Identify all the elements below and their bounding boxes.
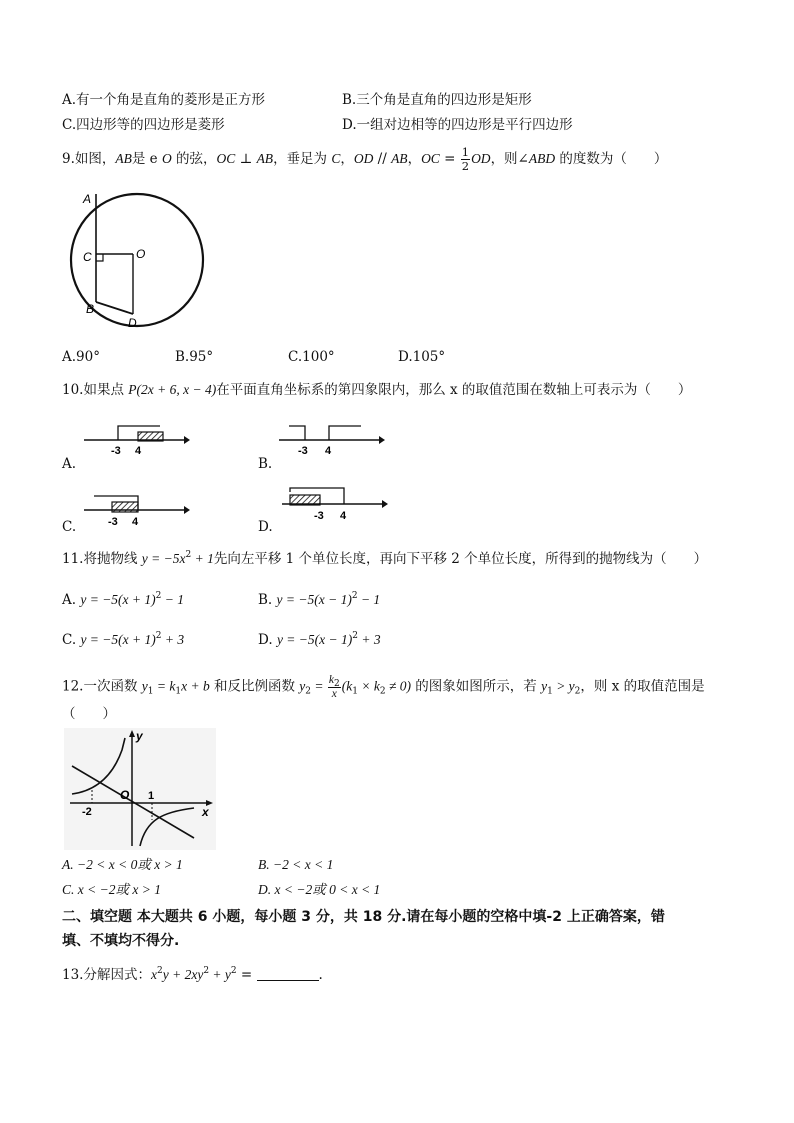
q12-stem: 12.一次函数 $y_1 = k_1x + b$ 和反比例函数 $y_2$ = $\frac{k_2}{x}$ $(k_1 \times k_2 \ne 0)$ 的图象如图所示，若 $y_1 > y_2$，则 x 的取值范围是 [62, 674, 705, 700]
q12-option-d: D. x < −2或 0 < x < 1 [258, 882, 381, 897]
label-b: B [86, 302, 95, 316]
q8-option-a: A.有一个角是直角的菱形是正方形 [62, 92, 266, 108]
label-a: A [83, 192, 92, 206]
section-two-heading-line1: 二、填空题 本大题共 6 小题，每小题 3 分，共 18 分.请在每小题的空格中填-2 上正确答案，错 [62, 909, 665, 925]
q10-option-c-label: C. [62, 519, 77, 535]
svg-text:-3: -3 [108, 516, 118, 528]
svg-text:4: 4 [132, 516, 139, 528]
svg-text:-2: -2 [82, 806, 92, 818]
label-c: C [83, 250, 92, 264]
q10-numberline-c [80, 488, 190, 528]
q8-option-b: B.三个角是直角的四边形是矩形 [342, 92, 532, 108]
svg-text:-3: -3 [298, 445, 308, 457]
k2-over-x-fraction: $\frac{k_2}{x}$ [328, 674, 340, 700]
svg-text:-3: -3 [111, 445, 121, 457]
q12-option-c: C. x < −2或 x > 1 [62, 882, 161, 897]
svg-text:O: O [120, 788, 130, 802]
q11-option-a: A. $y = -5(x + 1)^2 - 1$ [62, 591, 185, 608]
svg-text:x: x [202, 805, 209, 819]
svg-text:-3: -3 [314, 510, 324, 522]
q8-option-c: C.四边形等的四边形是菱形 [62, 117, 225, 133]
q9-circle-figure [62, 184, 212, 332]
q11-option-c: C. $y = -5(x + 1)^2 + 3$ [62, 631, 185, 648]
label-d: D [128, 316, 137, 330]
q9-option-b: B.95° [175, 349, 214, 365]
q10-option-b-label: B. [258, 456, 273, 472]
q13-stem: 13.分解因式：$x^2y + 2xy^2 + y^2$ = . [62, 966, 323, 983]
q12-answer-paren: （ ） [62, 706, 116, 722]
svg-text:y: y [136, 729, 143, 743]
q12-option-a: A. −2 < x < 0或 x > 1 [62, 857, 183, 872]
svg-text:1: 1 [148, 790, 155, 802]
q8-option-d: D.一组对边相等的四边形是平行四边形 [342, 117, 573, 133]
q12-option-b: B. −2 < x < 1 [258, 857, 334, 872]
q10-numberline-a [80, 420, 190, 460]
q9-option-a: A.90° [62, 349, 100, 365]
q11-option-b: B. $y = -5(x - 1)^2 - 1$ [258, 591, 381, 608]
q10-option-a-label: A. [62, 456, 77, 472]
svg-text:4: 4 [340, 510, 347, 522]
q13-answer-blank[interactable] [257, 968, 319, 981]
q12-graph-figure [64, 728, 216, 850]
label-o: O [136, 247, 146, 261]
one-half-fraction: $\frac{1}{2}$ [461, 145, 470, 173]
q9-option-c: C.100° [288, 349, 335, 365]
q9-stem: 9.如图，AB是 e O 的弦，OC ⊥ AB，垂足为 C，OD // AB，OC = $\frac{1}{2}$ OD，则∠ABD 的度数为（ ） [62, 145, 668, 173]
svg-text:4: 4 [135, 445, 142, 457]
q11-stem: 11.将抛物线 $y = -5x^2 + 1$先向左平移 1 个单位长度，再向下平移 2 个单位长度，所得到的抛物线为（ ） [62, 550, 708, 567]
q10-numberline-b [275, 420, 385, 460]
right-angle-mark [96, 254, 103, 261]
section-two-heading-line2: 填、不填均不得分. [62, 933, 180, 949]
q10-numberline-d [278, 482, 388, 524]
q10-option-d-label: D. [258, 519, 273, 535]
svg-text:4: 4 [325, 445, 332, 457]
q9-option-d: D.105° [398, 349, 446, 365]
q10-stem: 10.如果点 P(2x + 6, x − 4)在平面直角坐标系的第四象限内，那么 x 的取值范围在数轴上可表示为（ ） [62, 382, 692, 398]
segment-bd [96, 302, 133, 314]
q11-option-d: D. $y = -5(x - 1)^2 + 3$ [258, 631, 381, 648]
